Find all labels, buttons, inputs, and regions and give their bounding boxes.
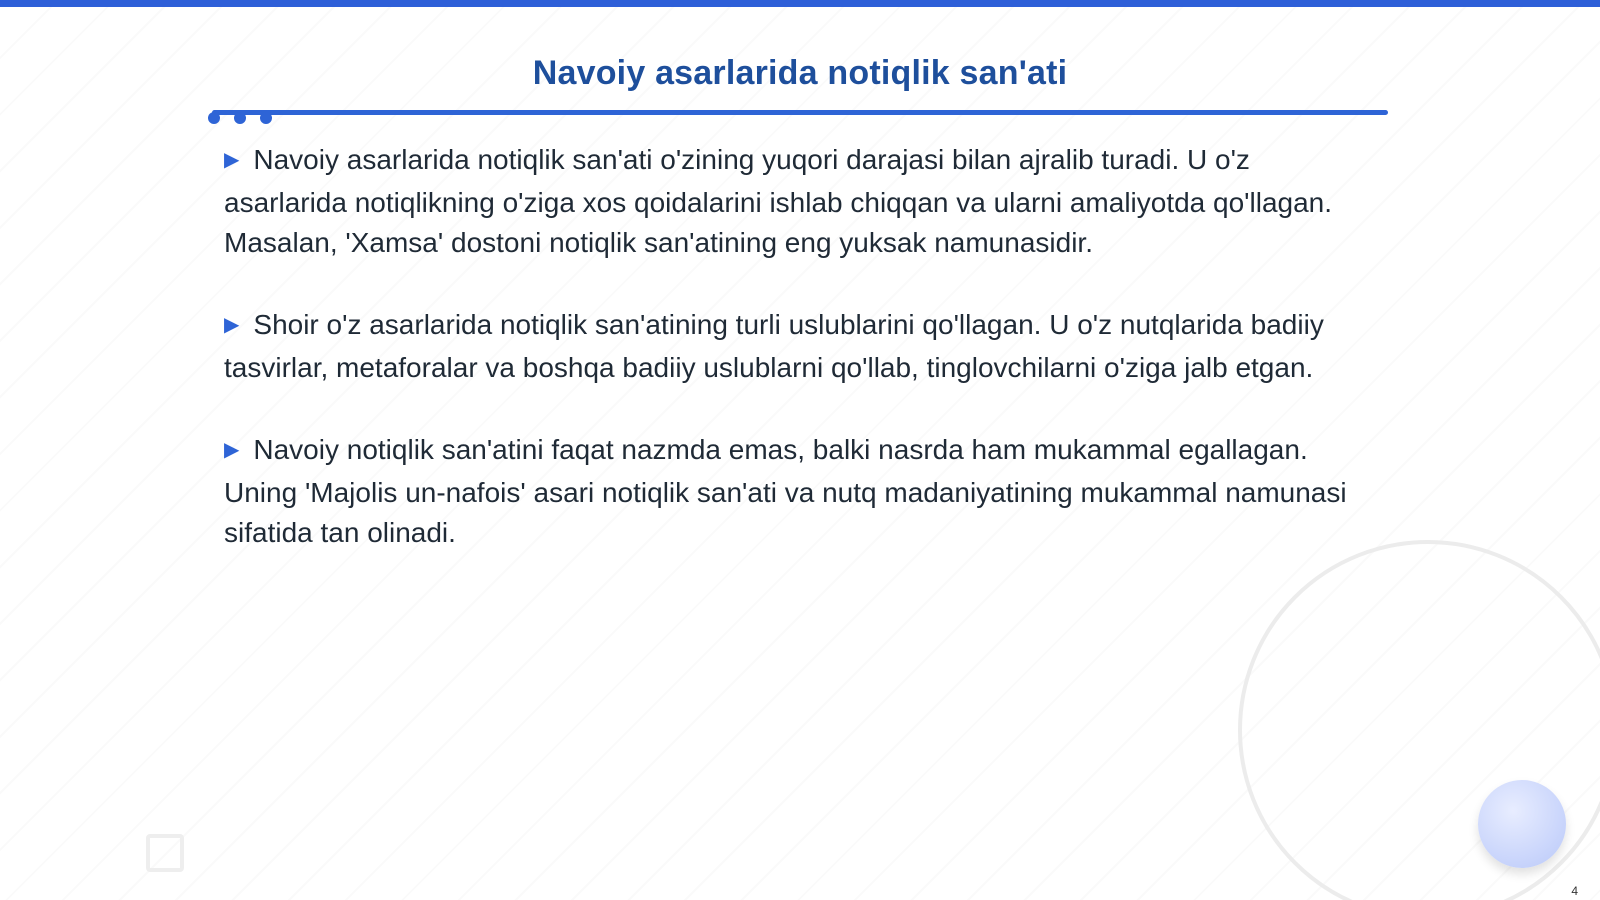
slide-title: Navoiy asarlarida notiqlik san'ati bbox=[532, 54, 1068, 92]
bullet-item bbox=[224, 430, 1374, 553]
triangle-bullet-icon: ▶ bbox=[224, 439, 240, 461]
decorative-dot bbox=[234, 112, 246, 124]
decorative-dot bbox=[208, 112, 220, 124]
triangle-bullet-icon: ▶ bbox=[224, 314, 240, 336]
triangle-bullet-icon: ▶ bbox=[224, 149, 240, 171]
decorative-square bbox=[146, 834, 184, 872]
bullet-text: Navoiy notiqlik san'atini faqat nazmda emas, balki nasrda ham mukammal egallagan. Uning 'Majolis un-nafois' asari notiqlik san'ati va nutq madaniyatining mukammal namunasi sifatida tan olinadi. bbox=[224, 434, 1347, 548]
top-accent-bar bbox=[0, 0, 1600, 7]
bullet-item bbox=[224, 305, 1374, 388]
bullet-item bbox=[224, 140, 1374, 263]
bullet-list bbox=[224, 140, 1374, 595]
page-number: 4 bbox=[1571, 884, 1578, 898]
bullet-text: Shoir o'z asarlarida notiqlik san'atining turli uslublarini qo'llagan. U o'z nutqlarida badiiy tasvirlar, metaforalar va boshqa badiiy uslublarni qo'llab, tinglovchilarni o'ziga jalb etgan. bbox=[224, 309, 1324, 383]
title-underline bbox=[212, 110, 1388, 115]
decorative-circle bbox=[1478, 780, 1566, 868]
bullet-text: Navoiy asarlarida notiqlik san'ati o'zining yuqori darajasi bilan ajralib turadi. U o'z asarlarida notiqlikning o'ziga xos qoidalarini ishlab chiqqan va ularni amaliyotda qo'llagan. Masalan, 'Xamsa' dostoni notiqlik san'atining eng yuksak namunasidir. bbox=[224, 144, 1333, 258]
decorative-dot bbox=[260, 112, 272, 124]
